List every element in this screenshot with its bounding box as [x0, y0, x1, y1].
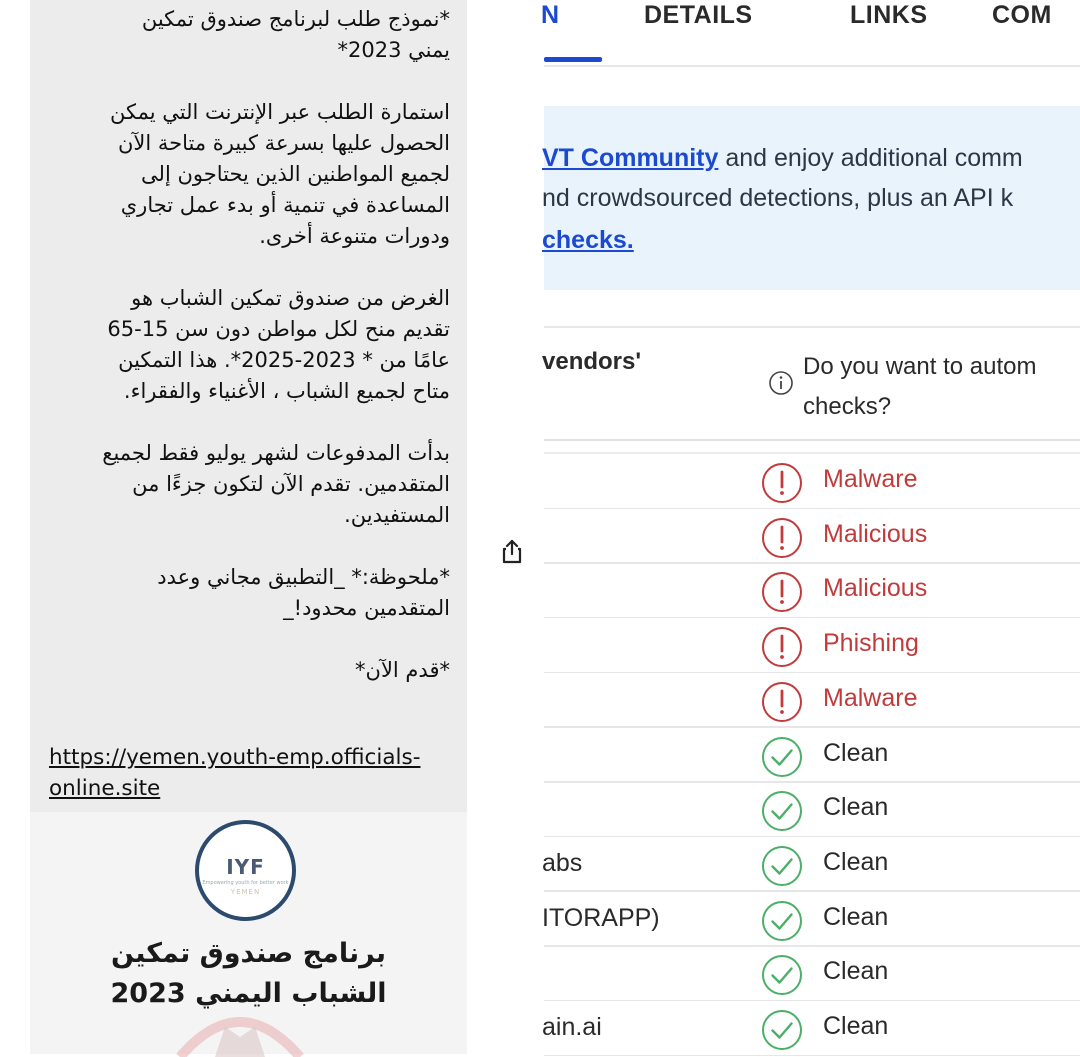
vendors-column-header: vendors': [542, 348, 642, 375]
result-row: [544, 893, 1080, 947]
result-row: [544, 619, 1080, 673]
result-row: [544, 455, 1080, 509]
alert-icon: [760, 570, 804, 614]
check-circle-icon: [760, 953, 804, 997]
verdict-label: Clean: [823, 1012, 889, 1040]
alert-icon: [760, 680, 804, 724]
message-paragraph: استمارة الطلب عبر الإنترنت التي يمكن الحصول عليها بسرعة كبيرة متاحة الآن لجميع المواطنين الذين يحتاجون إلى المساعدة في تنمية أو بدء عمل تجاري ودورات متنوعة أخرى.: [110, 100, 450, 248]
result-row: [544, 838, 1080, 892]
tab-detection[interactable]: N: [541, 1, 560, 29]
divider: [544, 439, 1080, 441]
automate-prompt: [803, 347, 1036, 427]
message-paragraph: *ملحوظة:* _التطبيق مجاني وعدد المتقدمين محدود!_: [157, 565, 450, 620]
check-circle-icon: [760, 899, 804, 943]
check-circle-icon: [760, 735, 804, 779]
vt-community-link[interactable]: VT Community: [542, 144, 719, 172]
message-paragraph: بدأت المدفوعات لشهر يوليو فقط لجميع المتقدمين. تقدم الآن لتكون جزءًا من المستفيدين.: [102, 441, 450, 527]
message-paragraph: *قدم الآن*: [355, 658, 450, 682]
link-preview-card[interactable]: [30, 812, 467, 1054]
preview-title-line: الشباب اليمني 2023: [110, 978, 387, 1009]
check-circle-icon: [760, 844, 804, 888]
banner-line: [542, 144, 1023, 173]
iyf-logo: [195, 820, 296, 921]
verdict-label: Phishing: [823, 629, 919, 658]
vendor-name: ain.ai: [542, 1013, 602, 1041]
message-body: [48, 4, 450, 717]
tab-divider: [544, 65, 1080, 67]
logo-mark: IYF: [226, 855, 265, 879]
checks-link[interactable]: checks.: [542, 226, 634, 254]
verdict-label: Malicious: [823, 574, 928, 603]
info-icon[interactable]: [768, 370, 794, 396]
active-tab-indicator: [544, 57, 602, 62]
message-bubble: [30, 0, 467, 1054]
verdict-label: Clean: [823, 957, 889, 986]
result-row: [544, 674, 1080, 728]
alert-icon: [760, 461, 804, 505]
result-row: [544, 783, 1080, 837]
alert-icon: [760, 516, 804, 560]
divider: [544, 326, 1080, 328]
tab-links[interactable]: LINKS: [850, 1, 928, 29]
share-icon[interactable]: [500, 538, 524, 564]
check-circle-icon: [760, 789, 804, 833]
verdict-label: Clean: [823, 847, 889, 876]
automate-prompt-line: checks?: [803, 393, 892, 420]
banner-line: nd crowdsourced detections, plus an API k: [542, 184, 1014, 212]
emblem-watermark-icon: [160, 997, 320, 1057]
verdict-label: Clean: [823, 902, 889, 931]
result-row: [544, 729, 1080, 783]
check-circle-icon: [760, 1008, 804, 1052]
row-divider: [544, 1055, 1080, 1057]
verdict-label: Malware: [823, 683, 918, 712]
logo-subtext: Empowering youth for better work: [202, 880, 289, 886]
result-row: [544, 947, 1080, 1001]
vendor-name: abs: [542, 848, 583, 877]
result-row: [544, 1002, 1080, 1056]
verdict-label: Malicious: [823, 519, 928, 548]
message-paragraph: الغرض من صندوق تمكين الشباب هو تقديم منح لكل مواطن دون سن 15-65 عامًا من * 2023-2025*. هذا التمكين متاح لجميع الشباب ، الأغنياء والفقراء.: [107, 286, 450, 403]
result-row: [544, 510, 1080, 564]
banner-line: [542, 226, 634, 255]
preview-title-line: برنامج صندوق تمكين: [110, 938, 387, 969]
automate-prompt-line: Do you want to autom: [803, 353, 1037, 380]
tab-details[interactable]: DETAILS: [644, 1, 753, 29]
result-row: [544, 564, 1080, 618]
verdict-label: Malware: [823, 465, 918, 493]
verdict-label: Clean: [823, 793, 889, 822]
vendor-name: ITORAPP): [542, 903, 660, 932]
alert-icon: [760, 625, 804, 669]
community-banner: [544, 106, 1080, 290]
logo-country: YEMEN: [230, 888, 261, 896]
message-link[interactable]: https://yemen.youth-emp.officials-online.site: [49, 745, 421, 801]
tab-community[interactable]: COM: [992, 1, 1052, 29]
banner-text: and enjoy additional comm: [718, 144, 1023, 172]
virustotal-panel: [541, 0, 1080, 1054]
verdict-label: Clean: [823, 738, 889, 767]
message-paragraph: *نموذج طلب لبرنامج صندوق تمكين يمني 2023*: [141, 7, 450, 62]
divider: [544, 452, 1080, 454]
